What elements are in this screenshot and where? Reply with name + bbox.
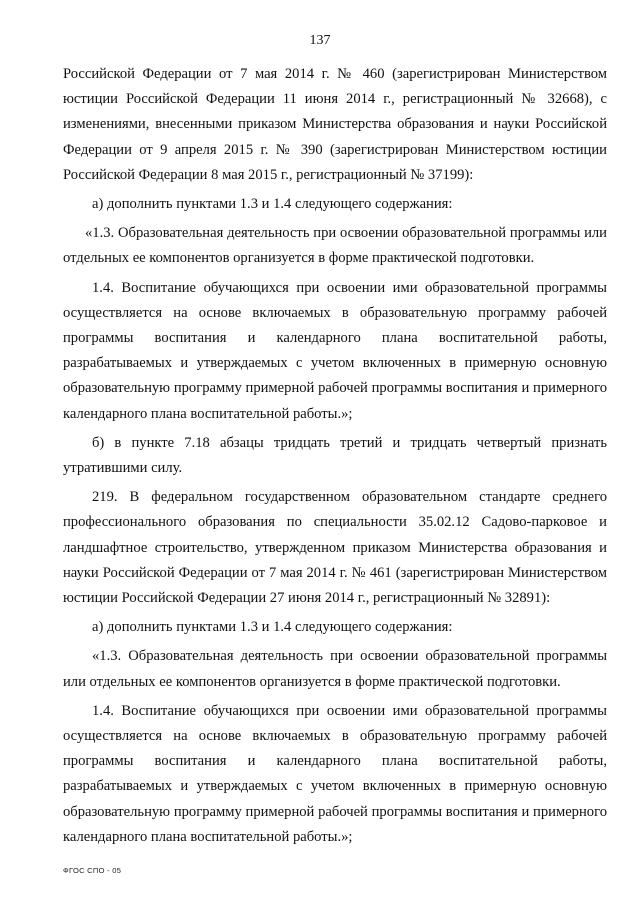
paragraph-clause-1-4-second: 1.4. Воспитание обучающихся при освоении ими образовательной программы осуществляется на основе включаемых в образовательную программу рабочей программы воспитания и календарного плана воспитательной работы, разрабатываемых и утверждаемых с учетом включенных в примерную основную образовательную программу примерной рабочей программы воспитания и примерного календарного плана воспитательной работы.»;: [63, 702, 607, 845]
footer-document-code: ФГОС СПО - 05: [63, 866, 122, 875]
paragraph-order-reference: Российской Федерации от 7 мая 2014 г. № 460 (зарегистрирован Министерством юстиции Российской Федерации 11 июня 2014 г., регистрационный № 32668), с изменениями, внесенными приказом Министерства образования и науки Российской Федерации от 9 апреля 2015 г. № 390 (зарегистрирован Министерством юстиции Российской Федерации 8 мая 2015 г., регистрационный № 37199):: [63, 66, 607, 183]
paragraph-section-219: 219. В федеральном государственном образовательном стандарте среднего профессионального образования по специальности 35.02.12 Садово-парковое и ландшафтное строительство, утвержденном приказом Министерства образования и науки Российской Федерации от 7 мая 2014 г. № 461 (зарегистрирован Министерством юстиции Российской Федерации 27 июня 2014 г., регистрационный № 32891):: [63, 489, 607, 607]
paragraph-clause-1-3-second: «1.3. Образовательная деятельность при освоении образовательной программы или отдельных ее компонентов организуется в форме практической подготовки.: [63, 648, 607, 690]
paragraph-item-a: а) дополнить пунктами 1.3 и 1.4 следующего содержания:: [92, 196, 453, 213]
paragraph-item-b: б) в пункте 7.18 абзацы тридцать третий и тридцать четвертый признать утратившими силу.: [63, 434, 607, 477]
paragraph-clause-1-4: 1.4. Воспитание обучающихся при освоении ими образовательной программы осуществляется на основе включаемых в образовательную программу рабочей программы воспитания и календарного плана воспитательной работы, разрабатываемых и утверждаемых с учетом включенных в примерную основную образовательную программу примерной рабочей программы воспитания и примерного календарного плана воспитательной работы.»;: [63, 279, 607, 422]
page-number: 137: [309, 33, 331, 48]
paragraph-clause-1-3: «1.3. Образовательная деятельность при освоении образовательной программы или отдельных ее компонентов организуется в форме практической подготовки.: [63, 225, 607, 267]
paragraph-item-a-second: а) дополнить пунктами 1.3 и 1.4 следующего содержания:: [92, 619, 453, 636]
document-body: [63, 62, 607, 854]
